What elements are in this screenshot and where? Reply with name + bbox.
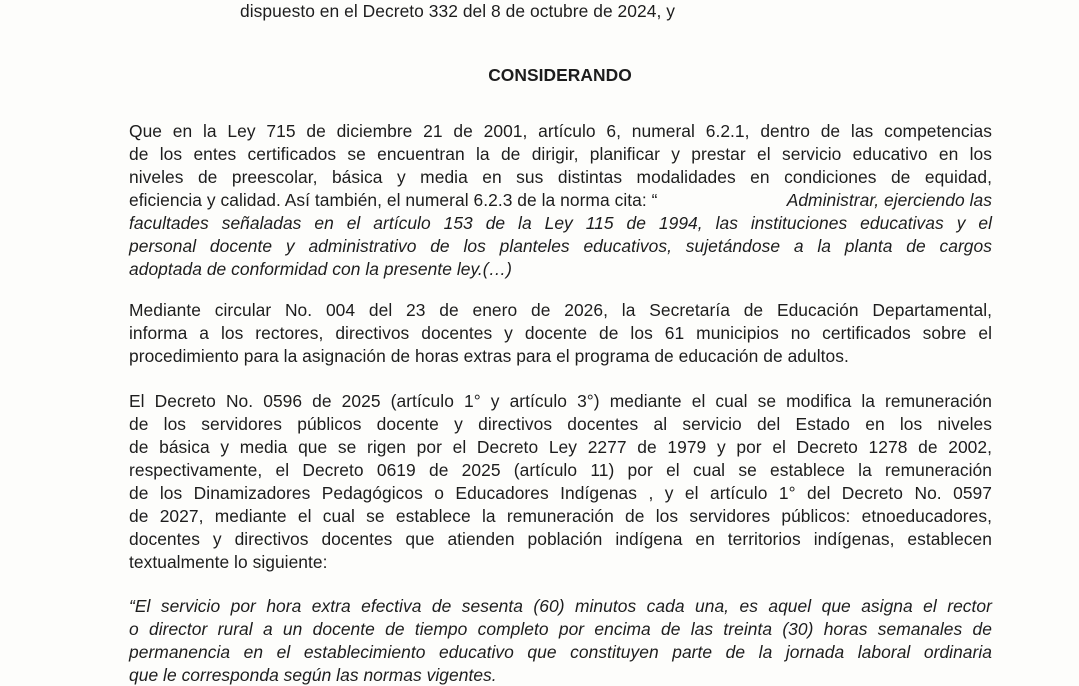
p3-line-3: de básica y media que se rigen por el Decreto Ley 2277 de 1979 y por el Decreto 1278 de 2002, xyxy=(129,437,992,457)
p1-quote-line-3: personal docente y administrativo de los planteles educativos, sujetándose a la planta de cargos xyxy=(129,236,992,256)
heading-considerando: CONSIDERANDO xyxy=(488,65,632,85)
p3-line-4: respectivamente, el Decreto 0619 de 2025 (artículo 11) por el cual se establece la remuneración xyxy=(129,460,992,480)
p3-line-7: docentes y directivos docentes que atienden población indígena en territorios indígenas, establecen xyxy=(129,529,992,549)
p1-quote-line-2: facultades señaladas en el artículo 153 de la Ley 115 de 1994, las instituciones educativas y el xyxy=(129,213,992,233)
p4-line-3: permanencia en el establecimiento educativo que constituyen parte de la jornada laboral ordinaria xyxy=(129,642,992,662)
p1-line-4 xyxy=(129,189,992,211)
p3-line-1: El Decreto No. 0596 de 2025 (artículo 1° y artículo 3°) mediante el cual se modifica la remuneración xyxy=(129,391,992,411)
p4-line-1: “El servicio por hora extra efectiva de sesenta (60) minutos cada una, es aquel que asigna el rector xyxy=(129,596,992,616)
p1-quote-start: Administrar, ejerciendo las xyxy=(786,190,992,210)
p3-line-2: de los servidores públicos docente y directivos docentes al servicio del Estado en los niveles xyxy=(129,414,992,434)
p4-line-2: o director rural a un docente de tiempo completo por encima de las treinta (30) horas semanales de xyxy=(129,619,992,639)
p1-quote-line-4: adoptada de conformidad con la presente ley.(…) xyxy=(129,259,512,279)
p1-line-4-text: eficiencia y calidad. Así también, el numeral 6.2.3 de la norma cita: “ xyxy=(129,190,658,210)
header-line-text: dispuesto en el Decreto 332 del 8 de octubre de 2024, y xyxy=(240,1,675,21)
p1-line-1: Que en la Ley 715 de diciembre 21 de 2001, artículo 6, numeral 6.2.1, dentro de las competencias xyxy=(129,121,992,141)
p2-line-2: informa a los rectores, directivos docentes y docente de los 61 municipios no certificados sobre el xyxy=(129,323,992,343)
p3-line-6: de 2027, mediante el cual se establece la remuneración de los servidores públicos: etnoeducadores, xyxy=(129,506,992,526)
p2-line-3: procedimiento para la asignación de horas extras para el programa de educación de adultos. xyxy=(129,346,849,366)
p3-line-5: de los Dinamizadores Pedagógicos o Educadores Indígenas , y el artículo 1° del Decreto No. 0597 xyxy=(129,483,992,503)
p4-line-4: que le corresponda según las normas vigentes. xyxy=(129,665,497,685)
p1-line-3: niveles de preescolar, básica y media en sus distintas modalidades en condiciones de equidad, xyxy=(129,167,992,187)
p3-line-8: textualmente lo siguiente: xyxy=(129,552,328,572)
header-line xyxy=(129,0,992,22)
p1-line-2: de los entes certificados se encuentran la de dirigir, planificar y prestar el servicio educativo en los xyxy=(129,144,992,164)
p2-line-1: Mediante circular No. 004 del 23 de enero de 2026, la Secretaría de Educación Departamental, xyxy=(129,300,992,320)
